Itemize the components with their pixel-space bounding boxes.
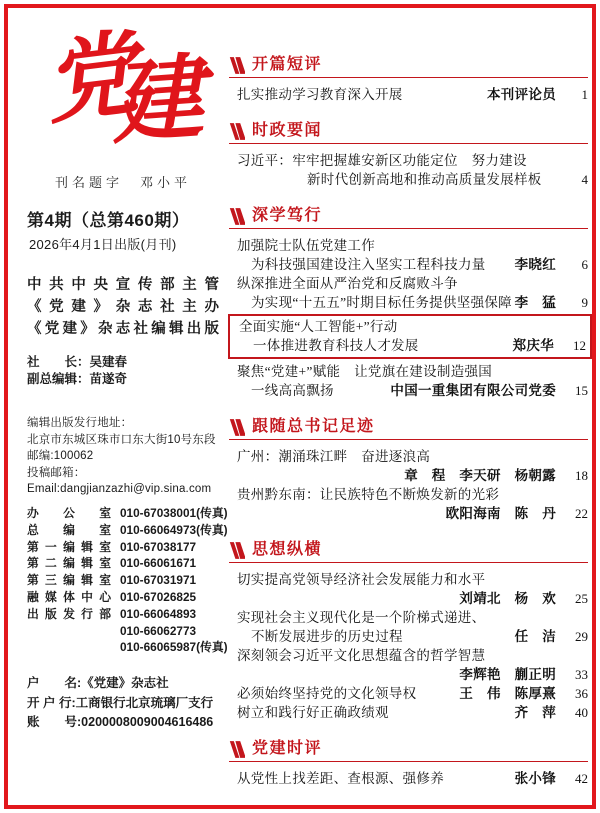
phone-dept: 第一编辑室 [27,539,111,554]
toc-entry-title: 贵州黔东南：让民族特色不断焕发新的光彩 [237,487,500,502]
section-header [229,418,588,440]
toc-entry-page: 1 [581,87,588,102]
phone-number: 010-66061671 [120,556,197,571]
section-flag-icon [229,208,245,225]
toc-section [229,207,588,400]
phone-number: 010-66064973(传真) [120,522,228,537]
toc-entry [229,608,588,627]
toc-entry [231,336,586,355]
phone-row [27,606,220,623]
toc-entry-page: 18 [575,468,588,483]
bank-row [27,713,220,733]
staff-list [27,354,219,388]
publisher-line: 中共中央宣传部主管 [27,277,219,293]
phone-row [27,505,228,522]
section-title: 党建时评 [252,740,323,757]
toc-entry [229,485,588,504]
phone-row [27,623,220,640]
section-header [229,56,588,78]
phone-row [27,522,228,539]
phone-number: 010-67031971 [120,573,197,588]
section-title: 深学笃行 [252,207,323,224]
phone-row [27,572,220,589]
phone-dept [27,639,111,656]
toc-entry [229,627,588,646]
toc-section [229,418,588,523]
toc-entry [229,255,588,274]
toc-entry-page: 29 [575,629,588,644]
phone-dept: 总编室 [27,522,111,537]
toc-entry-page: 9 [581,295,588,310]
toc-entry [229,170,588,189]
toc-entry-title: 纵深推进全面从严治党和反腐败斗争 [237,276,458,291]
section-flag-icon [229,419,245,436]
toc-entry-page: 36 [575,686,588,701]
phone-number: 010-66065987(传真) [120,640,228,655]
phone-dept [27,623,111,640]
toc-entry-page: 6 [581,257,588,272]
section-flag-icon [229,542,245,559]
toc-entry-page: 33 [575,667,588,682]
highlight-box [228,314,592,359]
toc-section [229,122,588,189]
publisher-line: 《党建》杂志社编辑出版 [27,321,219,337]
bank-value: 0200008009004616486 [81,715,214,729]
bank-info [27,674,220,733]
phone-row [27,539,220,556]
toc-entry-title: 一线高高飘扬 [251,383,334,398]
section-flag-icon [229,57,245,74]
toc-entry-title: 广州：潮涌珠江畔 奋进逐浪高 [237,449,431,464]
toc-entry-title: 不断发展进步的历史过程 [251,629,403,644]
phone-row [27,555,220,572]
toc-entry [229,274,588,293]
toc-entry-author: 本刊评论员 [487,87,556,102]
phone-row [27,589,220,606]
phone-dept: 第三编辑室 [27,573,111,588]
phone-number: 010-67038001(传真) [120,506,228,520]
phone-number: 010-66064893 [120,606,197,621]
toc-entry-title: 实现社会主义现代化是一个阶梯式递进、 [237,610,486,625]
section-title: 开篇短评 [252,56,323,73]
toc-entry-title: 为科技强国建设注入坚实工程科技力量 [251,257,486,272]
toc-entry-title: 加强院士队伍党建工作 [237,238,375,253]
masthead-char-2: 建 [107,42,207,158]
toc-entry [229,769,588,788]
staff-role: 社 长： [27,355,90,369]
address-line: 投稿邮箱： [27,466,86,479]
toc-entry-author: 张小锋 [514,771,556,786]
staff-row [27,354,219,371]
toc-entry-author: 郑庆华 [512,338,554,353]
bank-label: 开 户 行: [27,695,76,710]
toc-entry-title: 切实提高党领导经济社会发展能力和水平 [237,572,486,587]
toc-entry-title: 习近平：牢牢把握雄安新区功能定位 努力建设 [237,153,527,168]
masthead-char-1: 党 [38,18,144,138]
address-line: 编辑出版发行地址： [27,417,133,429]
toc-entry-page: 4 [581,172,588,187]
toc-entry [229,504,588,523]
toc-entry-author: 任 洁 [514,629,556,644]
phone-dept: 融媒体中心 [27,589,111,604]
address-line: 邮编:100062 [27,450,94,462]
section-title: 跟随总书记足迹 [252,418,375,435]
bank-value: 《党建》杂志社 [81,676,169,690]
toc-entry-page: 15 [575,383,588,398]
toc-section [229,56,588,104]
bank-row [27,694,220,714]
toc-entry-page: 22 [575,506,588,521]
bank-row [27,674,220,694]
toc-entry-author: 李辉艳 蒯正明 [459,667,556,682]
toc-entry [229,85,588,104]
masthead-calligraphy [27,18,220,180]
masthead-column [27,18,228,790]
toc-entry [229,646,588,665]
toc-entry [229,381,588,400]
phone-dept: 办公室 [27,506,111,520]
toc-section [229,541,588,722]
phone-dept: 出版发行部 [27,606,111,621]
toc-entry-title: 扎实推动学习教育深入开展 [237,87,403,102]
staff-name: 苗遂奇 [89,372,128,386]
section-header [229,122,588,144]
bank-label: 账 号: [27,715,82,729]
publisher-line: 《党建》杂志社主办 [27,299,219,315]
toc-entry-title: 必须始终坚持党的文化领导权 [237,686,417,701]
toc-entry [229,293,588,312]
phone-list [27,505,228,656]
bank-value: 工商银行北京琉璃厂支行 [75,695,214,710]
section-title: 时政要闻 [252,122,323,139]
staff-row [27,371,219,388]
toc-entry-author: 刘靖北 杨 欢 [459,591,556,606]
toc-column [229,56,588,806]
address-line: 北京市东城区珠市口东大街10号东段 [27,433,216,446]
toc-entry-title: 一体推进教育科技人才发展 [253,338,419,353]
toc-entry [229,665,588,684]
toc-entry-title: 新时代创新高地和推动高质量发展样板 [307,172,542,187]
staff-name: 吴建春 [89,355,128,369]
section-header [229,740,588,762]
toc-entry [229,684,588,703]
toc-entry-page: 42 [575,771,588,786]
section-header [229,207,588,229]
toc-entry-author: 李晓红 [514,257,556,272]
toc-entry [229,570,588,589]
section-flag-icon [229,123,245,140]
toc-entry-page: 12 [573,338,586,353]
address-block [27,415,220,498]
toc-entry [229,447,588,466]
phone-number: 010-66062773 [120,623,197,638]
toc-entry-page: 25 [575,591,588,606]
publisher-lines [27,274,219,340]
phone-dept: 第二编辑室 [27,556,111,571]
staff-role: 副总编辑： [27,372,90,386]
toc-entry-page: 40 [575,705,588,720]
toc-entry-author: 李 猛 [514,295,556,310]
section-header [229,541,588,563]
phone-row [27,639,228,656]
toc-entry [229,236,588,255]
toc-entry-author: 王 伟 陈厚熹 [459,686,556,701]
bank-label: 户 名: [27,676,82,690]
toc-entry-title: 深刻领会习近平文化思想蕴含的哲学智慧 [237,648,486,663]
toc-entry-title: 聚焦“党建+”赋能 让党旗在建设制造强国 [237,364,493,379]
toc-entry-title: 为实现“十五五”时期目标任务提供坚强保障 [251,295,512,310]
publish-date: 2026年4月1日出版(月刊) [29,237,177,252]
phone-number: 010-67026825 [120,589,197,604]
toc-entry-author: 章 程 李天研 杨朝露 [404,468,556,483]
toc-entry-title: 树立和践行好正确政绩观 [237,705,389,720]
address-line: Email:dangjianzazhi@vip.sina.com [27,483,212,495]
calligraphy-credit: 刊名题字 邓小平 [55,175,192,190]
section-title: 思想纵横 [252,541,323,558]
phone-number: 010-67038177 [120,539,197,554]
toc-entry-author: 中国一重集团有限公司党委 [390,383,556,398]
toc-entry-author: 齐 萍 [514,705,556,720]
toc-entry-title: 从党性上找差距、查根源、强修养 [237,771,444,786]
issue-number: 第4期（总第460期） [27,211,190,230]
toc-entry-author: 欧阳海南 陈 丹 [445,506,556,521]
toc-entry [231,317,586,336]
toc-entry [229,703,588,722]
section-flag-icon [229,741,245,758]
toc-entry [229,362,588,381]
toc-section [229,740,588,788]
toc-entry-title: 全面实施“人工智能+”行动 [239,319,398,334]
toc-entry [229,151,588,170]
toc-entry [229,589,588,608]
toc-entry [229,466,588,485]
